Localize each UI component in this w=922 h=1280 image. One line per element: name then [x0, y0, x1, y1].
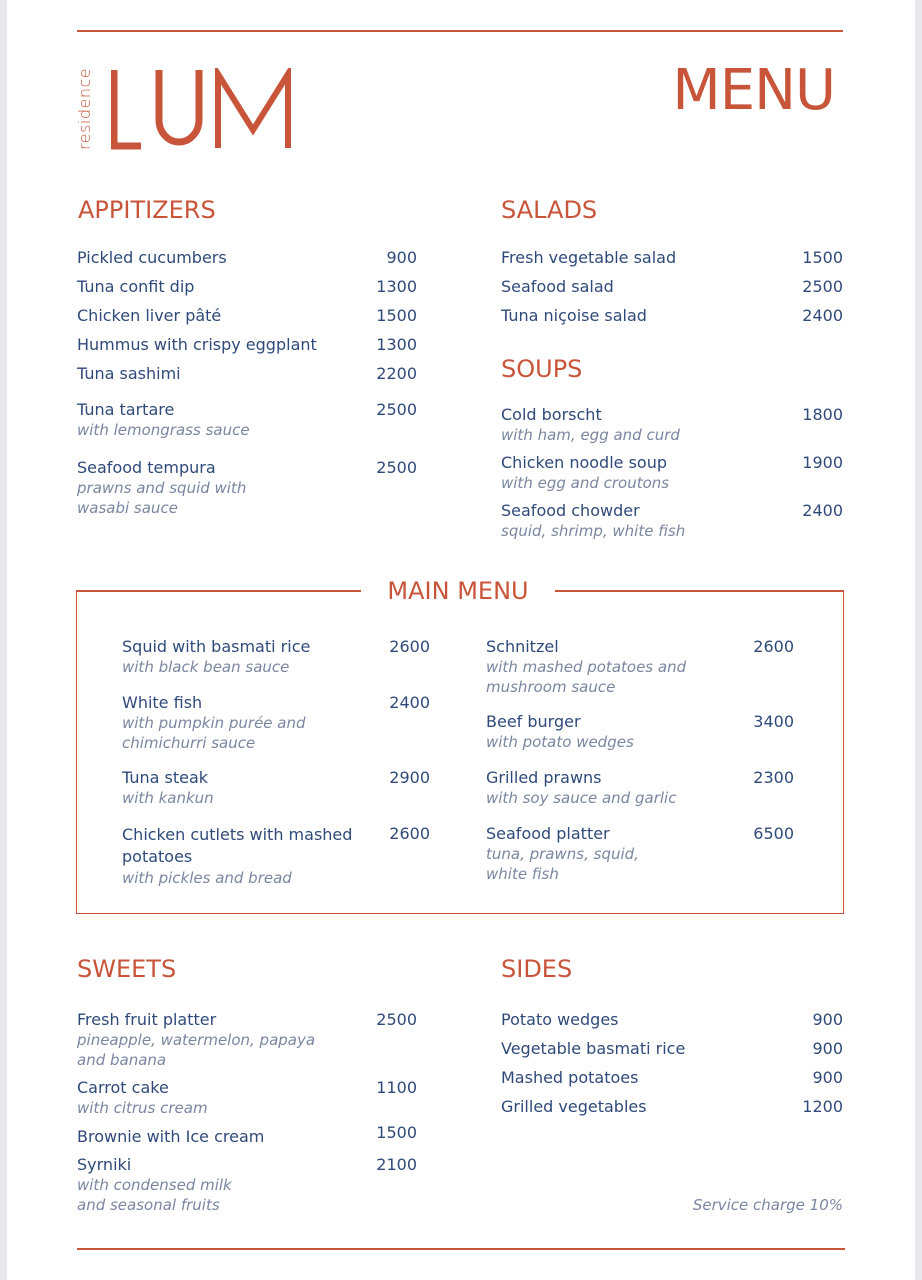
sides-heading: SIDES — [501, 955, 573, 983]
menu-item — [77, 1078, 417, 1118]
item-price: 1200 — [802, 1097, 843, 1116]
item-description: pineapple, watermelon, papaya and banana — [77, 1031, 316, 1069]
item-name: Syrniki — [77, 1155, 132, 1174]
main-menu-frame-top-left — [76, 590, 361, 592]
item-price: 2400 — [802, 501, 843, 520]
service-charge-note: Service charge 10% — [692, 1196, 843, 1214]
menu-item — [501, 405, 843, 445]
item-price: 1500 — [376, 1123, 417, 1142]
item-name: Grilled prawns — [486, 768, 602, 787]
item-price: 900 — [812, 1010, 843, 1029]
item-name: Tuna tartare — [77, 400, 175, 419]
item-price: 2100 — [376, 1155, 417, 1174]
item-description: with pumpkin purée and chimichurri sauce — [122, 714, 306, 752]
item-name: Tuna steak — [122, 768, 209, 787]
item-price: 2400 — [389, 693, 430, 712]
item-description: with pickles and bread — [122, 869, 292, 887]
menu-item — [77, 1010, 417, 1070]
sweets-heading: SWEETS — [77, 955, 177, 983]
logo-residence-text: residence — [75, 67, 94, 150]
item-name: Schnitzel — [486, 637, 559, 656]
item-price: 1800 — [802, 405, 843, 424]
top-divider — [77, 30, 843, 32]
salads-heading: SALADS — [501, 196, 598, 224]
menu-item — [77, 458, 417, 518]
item-name: Vegetable basmati rice — [501, 1039, 686, 1058]
logo-lum — [111, 68, 291, 150]
item-description: with potato wedges — [486, 733, 634, 751]
item-price: 2600 — [389, 637, 430, 656]
menu-item — [77, 248, 417, 268]
item-price: 1500 — [802, 248, 843, 267]
item-name: Chicken cutlets with mashed potatoes — [122, 825, 353, 866]
menu-item — [77, 335, 417, 355]
menu-item — [501, 1068, 843, 1088]
menu-item — [501, 248, 843, 268]
menu-item — [122, 637, 432, 677]
item-name: Seafood platter — [486, 824, 610, 843]
menu-item — [501, 453, 843, 493]
item-price: 2500 — [376, 1010, 417, 1029]
menu-item — [501, 277, 843, 297]
item-price: 1900 — [802, 453, 843, 472]
menu-item — [486, 824, 796, 884]
item-name: Squid with basmati rice — [122, 637, 311, 656]
item-description: squid, shrimp, white fish — [501, 522, 686, 540]
menu-item — [77, 400, 417, 440]
menu-page — [7, 0, 915, 1280]
item-price: 2600 — [389, 824, 430, 843]
item-name: Chicken noodle soup — [501, 453, 667, 472]
item-description: with mashed potatoes and mushroom sauce — [486, 658, 687, 696]
item-name: Tuna confit dip — [77, 277, 195, 296]
item-name: Potato wedges — [501, 1010, 619, 1029]
item-price: 2600 — [753, 637, 794, 656]
menu-item — [77, 364, 417, 384]
item-price: 2300 — [753, 768, 794, 787]
appetizers-heading: APPITIZERS — [78, 196, 216, 224]
item-description: with citrus cream — [77, 1099, 208, 1117]
item-price: 2500 — [376, 400, 417, 419]
menu-item — [501, 1097, 843, 1117]
menu-item — [501, 1039, 843, 1059]
item-name: Mashed potatoes — [501, 1068, 639, 1087]
menu-item — [77, 1155, 417, 1215]
item-name: Tuna sashimi — [77, 364, 181, 383]
menu-item — [501, 501, 843, 541]
item-name: Seafood salad — [501, 277, 614, 296]
item-price: 900 — [812, 1039, 843, 1058]
item-price: 2900 — [389, 768, 430, 787]
item-name: Seafood tempura — [77, 458, 216, 477]
item-name: Tuna niçoise salad — [501, 306, 647, 325]
menu-item — [501, 1010, 843, 1030]
item-price: 2400 — [802, 306, 843, 325]
item-description: with condensed milk and seasonal fruits — [77, 1176, 232, 1214]
item-description: with lemongrass sauce — [77, 421, 250, 439]
item-description: with soy sauce and garlic — [486, 789, 677, 807]
item-name: Carrot cake — [77, 1078, 169, 1097]
item-name: Fresh fruit platter — [77, 1010, 217, 1029]
item-description: with ham, egg and curd — [501, 426, 680, 444]
menu-item — [122, 768, 432, 808]
item-price: 1300 — [376, 277, 417, 296]
item-price: 2500 — [376, 458, 417, 477]
item-name: Chicken liver pâté — [77, 306, 222, 325]
main-menu-frame-top-right — [555, 590, 844, 592]
item-name: Pickled cucumbers — [77, 248, 227, 267]
item-description: tuna, prawns, squid, white fish — [486, 845, 639, 883]
item-price: 6500 — [753, 824, 794, 843]
item-name: Cold borscht — [501, 405, 602, 424]
item-name: White fish — [122, 693, 203, 712]
item-name: Fresh vegetable salad — [501, 248, 677, 267]
soups-heading: SOUPS — [501, 355, 583, 383]
menu-item — [122, 824, 432, 888]
item-description: with kankun — [122, 789, 214, 807]
item-price: 2200 — [376, 364, 417, 383]
item-description: prawns and squid with wasabi sauce — [77, 479, 247, 517]
item-name: Grilled vegetables — [501, 1097, 647, 1116]
item-price: 900 — [812, 1068, 843, 1087]
menu-item — [77, 306, 417, 326]
item-price: 1100 — [376, 1078, 417, 1097]
menu-item — [501, 306, 843, 326]
menu-item — [77, 1123, 417, 1147]
menu-item — [486, 768, 796, 808]
menu-item — [77, 277, 417, 297]
item-name: Hummus with crispy eggplant — [77, 335, 317, 354]
bottom-divider — [77, 1248, 845, 1250]
item-name: Brownie with Ice cream — [77, 1127, 265, 1146]
item-name: Seafood chowder — [501, 501, 640, 520]
item-price: 2500 — [802, 277, 843, 296]
item-description: with egg and croutons — [501, 474, 670, 492]
main-menu-heading: MAIN MENU — [387, 577, 529, 605]
item-price: 900 — [386, 248, 417, 267]
item-price: 3400 — [753, 712, 794, 731]
item-description: with black bean sauce — [122, 658, 290, 676]
item-price: 1500 — [376, 306, 417, 325]
page-title: MENU — [672, 58, 835, 123]
menu-item — [486, 637, 796, 697]
item-name: Beef burger — [486, 712, 581, 731]
item-price: 1300 — [376, 335, 417, 354]
menu-item — [486, 712, 796, 752]
menu-item — [122, 693, 432, 753]
